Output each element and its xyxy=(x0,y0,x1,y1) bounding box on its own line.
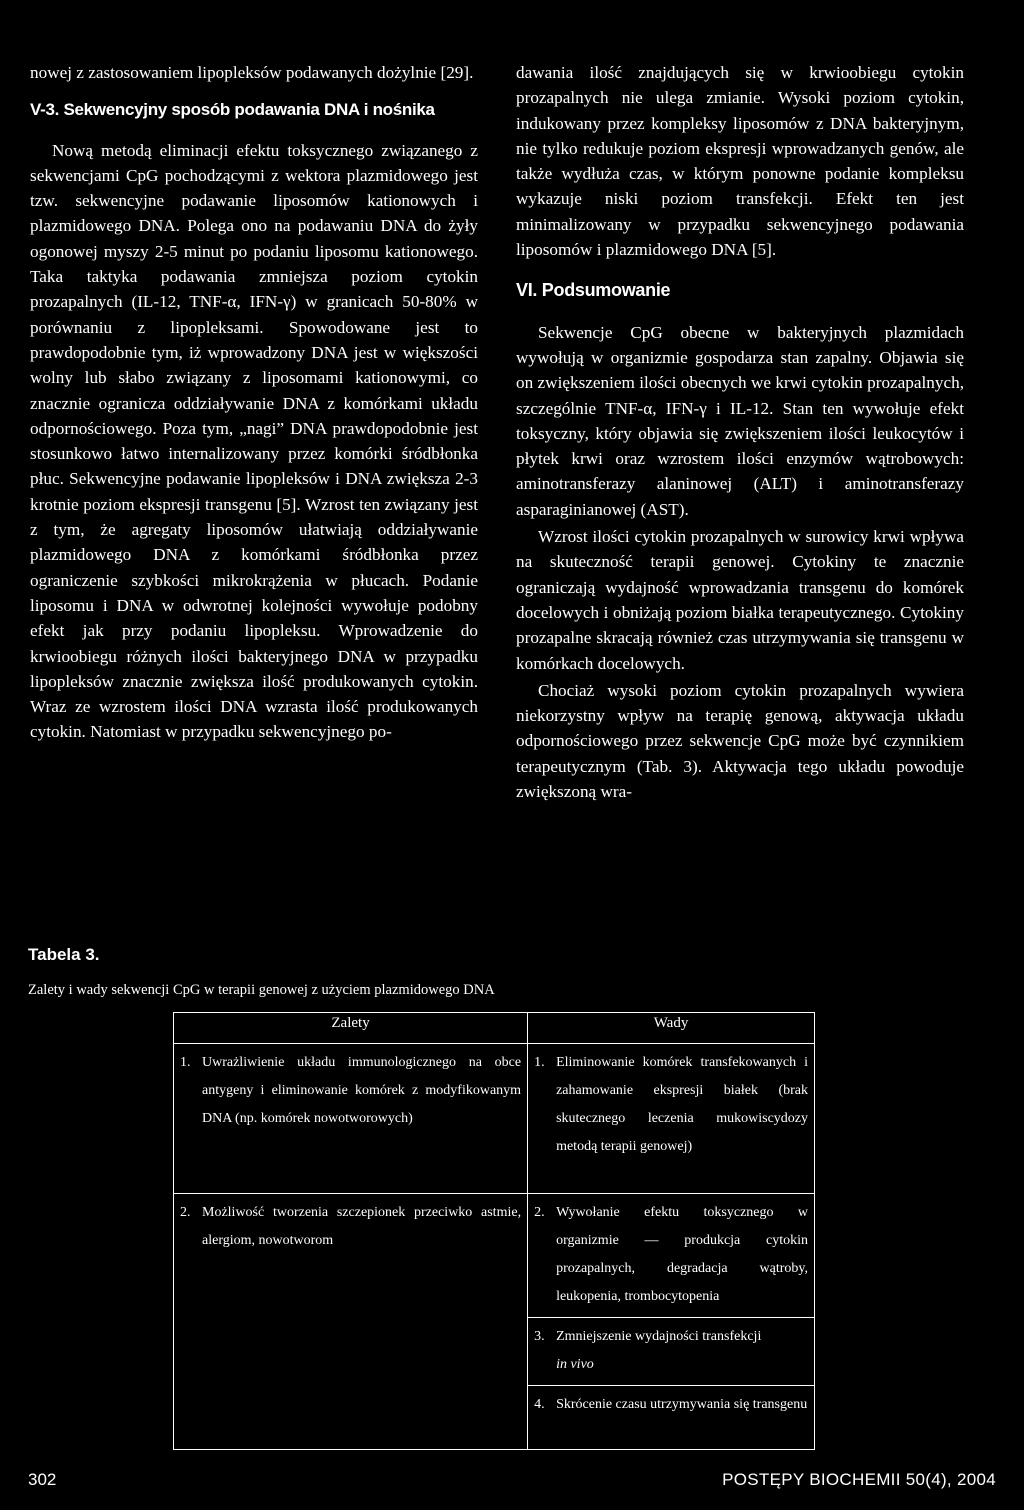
table-cell xyxy=(528,1194,815,1318)
journal-name: POSTĘPY BIOCHEMII 50(4), 2004 xyxy=(722,1470,996,1489)
item-text: Eliminowanie komórek transfekowanych i zahamowanie ekspresji białek (brak skutecznego leczenia mukowiscydozy metodą terapii genowej) xyxy=(556,1055,808,1154)
paragraph: Nową metodą eliminacji efektu toksycznego związanego z sekwencjami CpG pochodzącymi z wektora plazmidowego jest tzw. sekwencyjne podawanie liposomów kationowych i plazmidowego DNA. Polega ono na podawaniu DNA do żyły ogonowej myszy 2-5 minut po podaniu liposomu kationowego. Taka taktyka podawania zmniejsza poziom cytokin prozapalnych (IL-12, TNF-α, IFN-γ) w granicach 50-80% w porównaniu z lipopleksami. Spowodowane jest to prawdopodobnie tym, iż wprowadzony DNA jest w większości wolny lub słabo związany z liposomami kationowymi, co znacznie ogranicza oddziaływanie DNA z komórkami układu odpornościowego. Poza tym, „nagi” DNA prawdopodobnie jest stosunkowo łatwo internalizowany przez komórki śródbłonka płuc. Sekwencyjne podawanie lipopleksów i DNA zwiększa 2-3 krotnie poziom ekspresji transgenu [5]. Wzrost ten związany jest z tym, że agregaty liposomów ułatwiają oddziaływanie plazmidowego DNA z komórkami śródbłonka przez ograniczenie szybkości mikrokrążenia w płucach. Podanie liposomu i DNA w odwrotnej kolejności wywołuje podobny efekt jak przy podaniu lipopleksu. Wprowadzenie do krwioobiegu różnych ilości bakteryjnego DNA w przypadku lipopleksów znacznie zwiększa ilość produkowanych cytokin. Wraz ze wzrostem ilości DNA wzrasta ilość produkowanych cytokin. Natomiast w przypadku sekwencyjnego po- xyxy=(30,140,478,742)
table-cell xyxy=(528,1386,815,1450)
left-column xyxy=(30,60,478,745)
item-text: Zmniejszenie wydajności transfekcji in vivo xyxy=(556,1329,762,1372)
item-text: Możliwość tworzenia szczepionek przeciwko astmie, alergiom, nowotworom xyxy=(202,1205,522,1248)
table-caption: Zalety i wady sekwencji CpG w terapii genowej z użyciem plazmidowego DNA xyxy=(28,982,495,998)
item-text: Skrócenie czasu utrzymywania się transgenu xyxy=(556,1397,808,1412)
table-cell xyxy=(174,1044,528,1194)
item-number: 4. xyxy=(534,1397,545,1412)
paragraph: Wzrost ilości cytokin prozapalnych w surowicy krwi wpływa na skuteczność terapii genowej. Cytokiny te znacznie ograniczają wydajność wprowadzania transgenu do komórek docelowych i obniżają poziom białka terapeutycznego. Cytokiny prozapalne skracają również czas utrzymywania się transgenu w komórkach docelowych. xyxy=(516,527,964,673)
paragraph: nowej z zastosowaniem lipopleksów podawanych dożylnie [29]. xyxy=(30,63,474,82)
page-number: 302 xyxy=(28,1470,57,1489)
section-heading: VI. Podsumowanie xyxy=(516,280,671,301)
item-number: 3. xyxy=(534,1329,545,1344)
table-header-wady: Wady xyxy=(528,1013,815,1044)
item-text: Wywołanie efektu toksycznego w organizmie — produkcja cytokin prozapalnych, degradacja wątroby, leukopenia, trombocytopenia xyxy=(556,1205,808,1304)
italic-in-vivo: in vivo xyxy=(556,1357,594,1372)
right-column xyxy=(516,60,964,804)
item-number: 1. xyxy=(534,1055,545,1070)
pros-cons-table xyxy=(173,1012,815,1450)
table-header-zalety: Zalety xyxy=(174,1013,528,1044)
item-number: 2. xyxy=(180,1205,191,1220)
item-text: Uwrażliwienie układu immunologicznego na obce antygeny i eliminowanie komórek z modyfikowanym DNA (np. komórek nowotworowych) xyxy=(202,1055,522,1126)
table-label: Tabela 3. xyxy=(28,945,100,964)
item-number: 1. xyxy=(180,1055,191,1070)
table-cell xyxy=(528,1318,815,1386)
section-heading: V-3. Sekwencyjny sposób podawania DNA i nośnika xyxy=(30,100,435,120)
paragraph: dawania ilość znajdujących się w krwioobiegu cytokin prozapalnych nie ulega zmianie. Wysoki poziom cytokin, indukowany przez kompleksy liposomów z DNA bakteryjnym, nie tylko redukuje poziom ekspresji wprowadzanych genów, ale także wydłuża czas, w którym ponowne podanie kompleksu wykazuje niski poziom transfekcji. Efekt ten jest minimalizowany w przypadku sekwencyjnego podawania liposomów i plazmidowego DNA [5]. xyxy=(516,63,964,260)
table-cell xyxy=(528,1044,815,1194)
table-cell xyxy=(174,1194,528,1450)
paragraph: Sekwencje CpG obecne w bakteryjnych plazmidach wywołują w organizmie gospodarza stan zapalny. Objawia się on zwiększeniem ilości obecnych we krwi cytokin prozapalnych, szczególnie TNF-α, IFN-γ i IL-12. Stan ten wywołuje efekt toksyczny, który objawia się zwiększeniem ilości leukocytów i płytek krwi oraz wzrostem ilości enzymów wątrobowych: aminotransferazy alaninowej (ALT) i aminotransferazy asparaginianowej (AST). xyxy=(516,322,964,519)
paragraph: Chociaż wysoki poziom cytokin prozapalnych wywiera niekorzystny wpływ na terapię genową, aktywacja układu odpornościowego przez sekwencje CpG może być czynnikiem terapeutycznym (Tab. 3). Aktywacja tego układu powoduje zwiększoną wra- xyxy=(516,680,964,802)
item-number: 2. xyxy=(534,1205,545,1220)
